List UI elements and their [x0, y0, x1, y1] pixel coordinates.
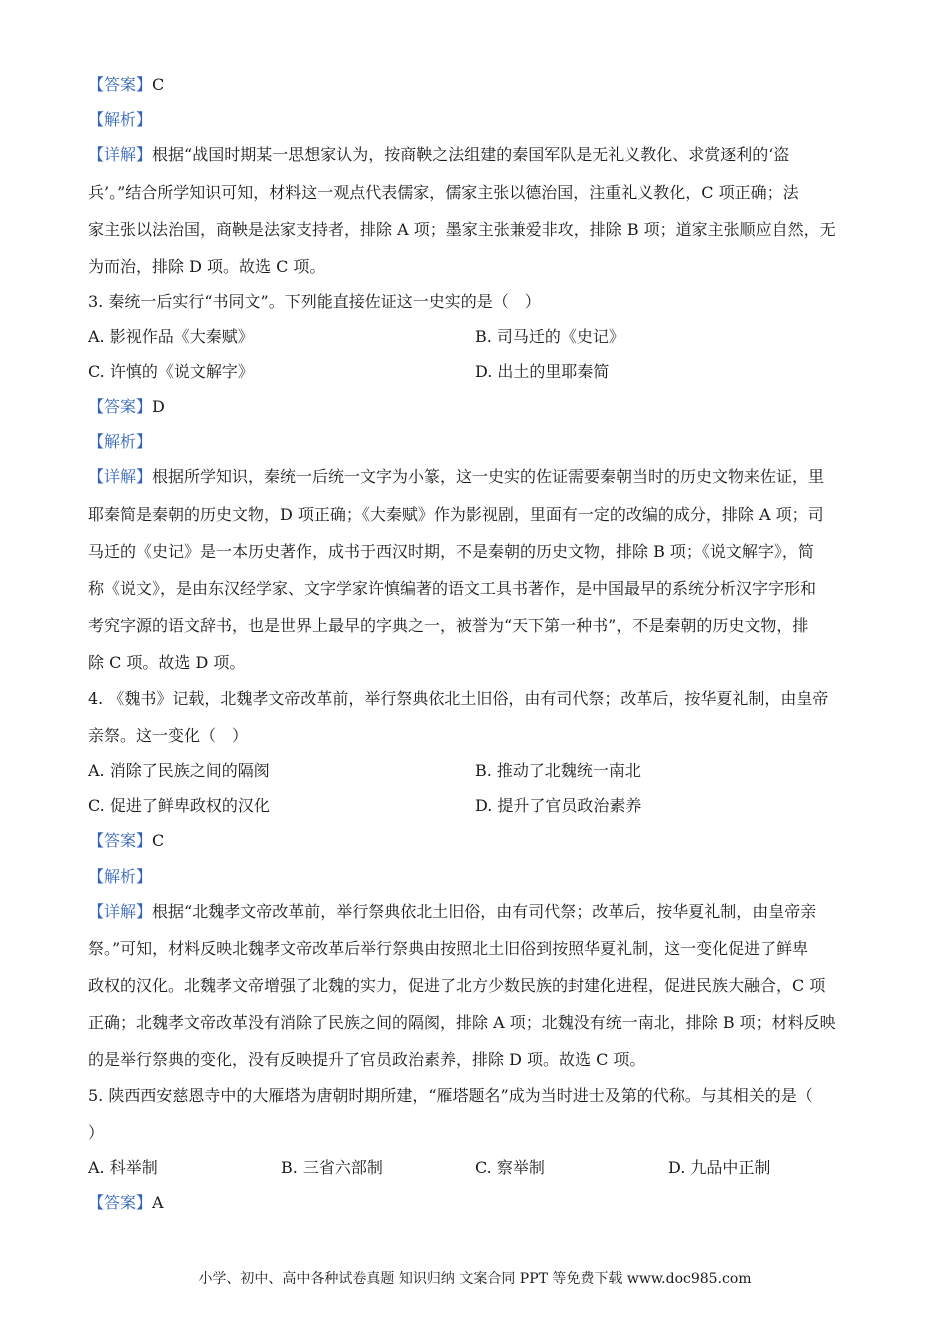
q2-detail-line: 兵’。”结合所学知识可知，材料这一观点代表儒家，儒家主张以德治国，注重礼义教化，C 项正确；法 [88, 183, 799, 202]
q3-answer [88, 397, 863, 417]
page-footer: 小学、初中、高中各种试卷真题 知识归纳 文案合同 PPT 等免费下载 www.doc985.com [198, 1271, 752, 1287]
q4-question: 亲祭。这一变化（ ） [88, 726, 249, 745]
answer-tag: 【答案】 [88, 397, 153, 416]
q2-detail-line: 家主张以法治国，商鞅是法家支持者，排除 A 项；墨家主张兼爱非攻，排除 B 项；道家主张顺应自然，无 [88, 220, 836, 239]
q3-detail-line: 考究字源的语文辞书，也是世界上最早的字典之一，被誉为“天下第一种书”，不是秦朝的历史文物，排 [88, 616, 809, 635]
answer-value: D [152, 397, 165, 416]
q3-detail-line: 耶秦简是秦朝的历史文物，D 项正确；《大秦赋》作为影视剧，里面有一定的改编的成分，排除 A 项；司 [88, 505, 824, 524]
q4-detail-line [88, 902, 863, 922]
q3-option-d: D. 出土的里耶秦简 [475, 362, 610, 381]
q5-option-d: D. 九品中正制 [668, 1158, 771, 1177]
detail-tag: 【详解】 [88, 145, 153, 164]
answer-tag: 【答案】 [88, 831, 153, 850]
q2-analysis-tag: 【解析】 [88, 110, 153, 129]
q5-answer [88, 1193, 863, 1213]
q5-question: ） [88, 1123, 105, 1142]
q3-detail-line: 称《说文》，是由东汉经学家、文字学家许慎编著的语文工具书著作，是中国最早的系统分析汉字字形和 [88, 579, 817, 598]
q3-option-c: C. 许慎的《说文解字》 [88, 362, 254, 381]
q3-detail-line: 马迁的《史记》是一本历史著作，成书于西汉时期，不是秦朝的历史文物，排除 B 项；《说文解字》，简 [88, 542, 814, 561]
q3-option-a: A. 影视作品《大秦赋》 [88, 327, 254, 346]
q2-answer [88, 75, 863, 95]
q3-question: 3. 秦统一后实行“书同文”。下列能直接佐证这一史实的是（ ） [88, 292, 541, 311]
detail-tag: 【详解】 [88, 467, 153, 486]
detail-text: 根据所学知识，秦统一后统一文字为小篆，这一史实的佐证需要秦朝当时的历史文物来佐证，里 [152, 467, 825, 486]
q2-detail-line: 为而治，排除 D 项。故选 C 项。 [88, 257, 326, 276]
detail-text: 根据“北魏孝文帝改革前，举行祭典依北土旧俗，由有司代祭；改革后，按华夏礼制，由皇帝亲 [152, 902, 817, 921]
q5-option-c: C. 察举制 [475, 1158, 545, 1177]
q4-option-b: B. 推动了北魏统一南北 [475, 761, 641, 780]
q4-option-c: C. 促进了鲜卑政权的汉化 [88, 796, 270, 815]
q3-detail-line [88, 467, 863, 487]
q4-answer [88, 831, 863, 851]
q4-detail-line: 祭。”可知，材料反映北魏孝文帝改革后举行祭典由按照北土旧俗到按照华夏礼制，这一变化促进了鲜卑 [88, 939, 809, 958]
q4-option-a: A. 消除了民族之间的隔阂 [88, 761, 270, 780]
q4-detail-line: 正确；北魏孝文帝改革没有消除了民族之间的隔阂，排除 A 项；北魏没有统一南北，排除 B 项；材料反映 [88, 1013, 836, 1032]
q5-option-a: A. 科举制 [88, 1158, 158, 1177]
q4-detail-line: 政权的汉化。北魏孝文帝增强了北魏的实力，促进了北方少数民族的封建化进程，促进民族大融合，C 项 [88, 976, 826, 995]
q4-option-d: D. 提升了官员政治素养 [475, 796, 642, 815]
answer-tag: 【答案】 [88, 1193, 153, 1212]
q5-option-b: B. 三省六部制 [281, 1158, 383, 1177]
q3-analysis-tag: 【解析】 [88, 432, 153, 451]
q3-detail-line: 除 C 项。故选 D 项。 [88, 653, 246, 672]
q3-option-b: B. 司马迁的《史记》 [475, 327, 625, 346]
answer-value: C [152, 831, 165, 850]
answer-value: A [152, 1193, 164, 1212]
q4-detail-line: 的是举行祭典的变化，没有反映提升了官员政治素养，排除 D 项。故选 C 项。 [88, 1050, 646, 1069]
q2-detail-line [88, 145, 863, 165]
q5-question: 5. 陕西西安慈恩寺中的大雁塔为唐朝时期所建，“雁塔题名”成为当时进士及第的代称。与其相关的是（ [88, 1086, 813, 1105]
answer-tag: 【答案】 [88, 75, 153, 94]
answer-value: C [152, 75, 165, 94]
detail-tag: 【详解】 [88, 902, 153, 921]
q4-question: 4. 《魏书》记载，北魏孝文帝改革前，举行祭典依北土旧俗，由有司代祭；改革后，按华夏礼制，由皇帝 [88, 689, 829, 708]
q4-analysis-tag: 【解析】 [88, 867, 153, 886]
detail-text: 根据“战国时期某一思想家认为，按商鞅之法组建的秦国军队是无礼义教化、求赏逐利的‘盗 [152, 145, 790, 164]
